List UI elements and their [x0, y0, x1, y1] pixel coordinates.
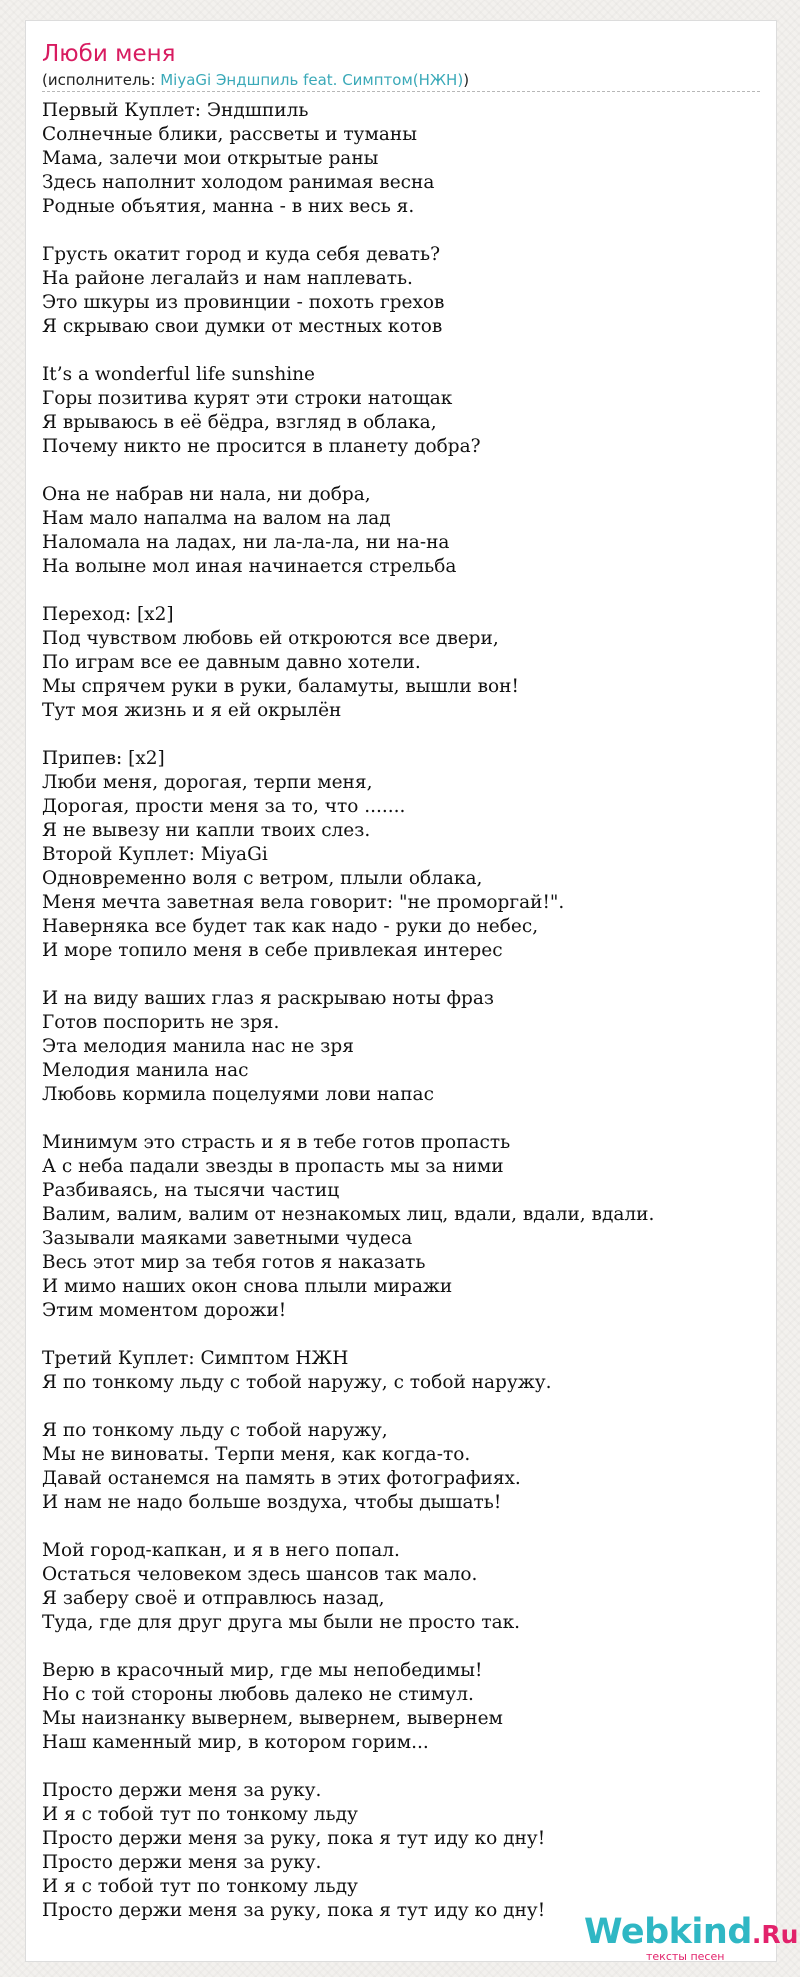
performer-prefix: (исполнитель:	[42, 71, 161, 89]
song-title: Люби меня	[42, 41, 176, 67]
lyrics-text: Первый Куплет: Эндшпиль Солнечные блики, рассветы и туманы Мама, залечи мои открытые раны Здесь наполнит холодом ранимая весна Родные объятия, манна - в них весь я. Грусть окатит город и куда себя девать? На районе легалайз и нам наплевать. Это шкуры из провинции - похоть грехов Я скрываю свои думки от местных котов It’s a wonderful life sunshine Горы позитива курят эти строки натощак Я врываюсь в её бёдра, взгляд в облака, Почему никто не просится в планету добра? Она не набрав ни нала, ни добра, Нам мало напалма на валом на лад Наломала на ладах, ни ла-ла-ла, ни на-на На волыне мол иная начинается стрельба Переход: [x2] Под чувством любовь ей откроются все двери, По играм все ее давным давно хотели. Мы спрячем руки в руки, баламуты, вышли вон! Тут моя жизнь и я ей окрылён Припев: [x2] Люби меня, дорогая, терпи меня, Дорогая, прости меня за то, что ....... Я не вывезу ни капли твоих слез. Второй Куплет: MiyaGi Одновременно воля с ветром, плыли облака, Меня мечта заветная вела говорит: "не проморгай!". Наверняка все будет так как надо - руки до небес, И море топило меня в себе привлекая интерес И на виду ваших глаз я раскрываю ноты фраз Готов поспорить не зря. Эта мелодия манила нас не зря Мелодия манила нас Любовь кормила поцелуями лови напас Минимум это страсть и я в тебе готов пропасть А с неба падали звезды в пропасть мы за ними Разбиваясь, на тысячи частиц Валим, валим, валим от незнакомых лиц, вдали, вдали, вдали. Зазывали маяками заветными чудеса Весь этот мир за тебя готов я наказать И мимо наших окон снова плыли миражи Этим моментом дорожи! Третий Куплет: Симптом НЖН Я по тонкому льду с тобой наружу, с тобой наружу. Я по тонкому льду с тобой наружу, Мы не виноваты. Терпи меня, как когда-то. Давай останемся на память в этих фотографиях. И нам не надо больше воздуха, чтобы дышать! Мой город-капкан, и я в него попал. Остаться человеком здесь шансов так мало. Я заберу своё и отправлюсь назад, Туда, где для друг друга мы были не просто так. Верю в красочный мир, где мы непобедимы! Но с той стороны любовь далеко не стимул. Мы наизнанку вывернем, вывернем, вывернем Наш каменный мир, в котором горим... Просто держи меня за руку. И я с тобой тут по тонкому льду Просто держи меня за руку, пока я тут иду ко дну! Просто держи меня за руку. И я с тобой тут по тонкому льду Просто держи меня за руку, пока я тут иду ко дну!	[42, 100, 655, 1921]
logo-name: Webkind	[584, 1912, 752, 1952]
logo-wordmark	[584, 1912, 798, 1955]
lyrics-card	[25, 20, 777, 1962]
title-divider	[42, 91, 760, 92]
webkind-logo[interactable]	[584, 1912, 799, 1964]
performer-line	[42, 70, 778, 90]
logo-tld: .Ru	[751, 1920, 799, 1949]
performer-suffix: )	[463, 71, 470, 89]
logo-tagline: тексты песен	[646, 1950, 725, 1963]
artist-link[interactable]: MiyaGi Эндшпиль feat. Симптом(НЖН)	[160, 71, 464, 89]
